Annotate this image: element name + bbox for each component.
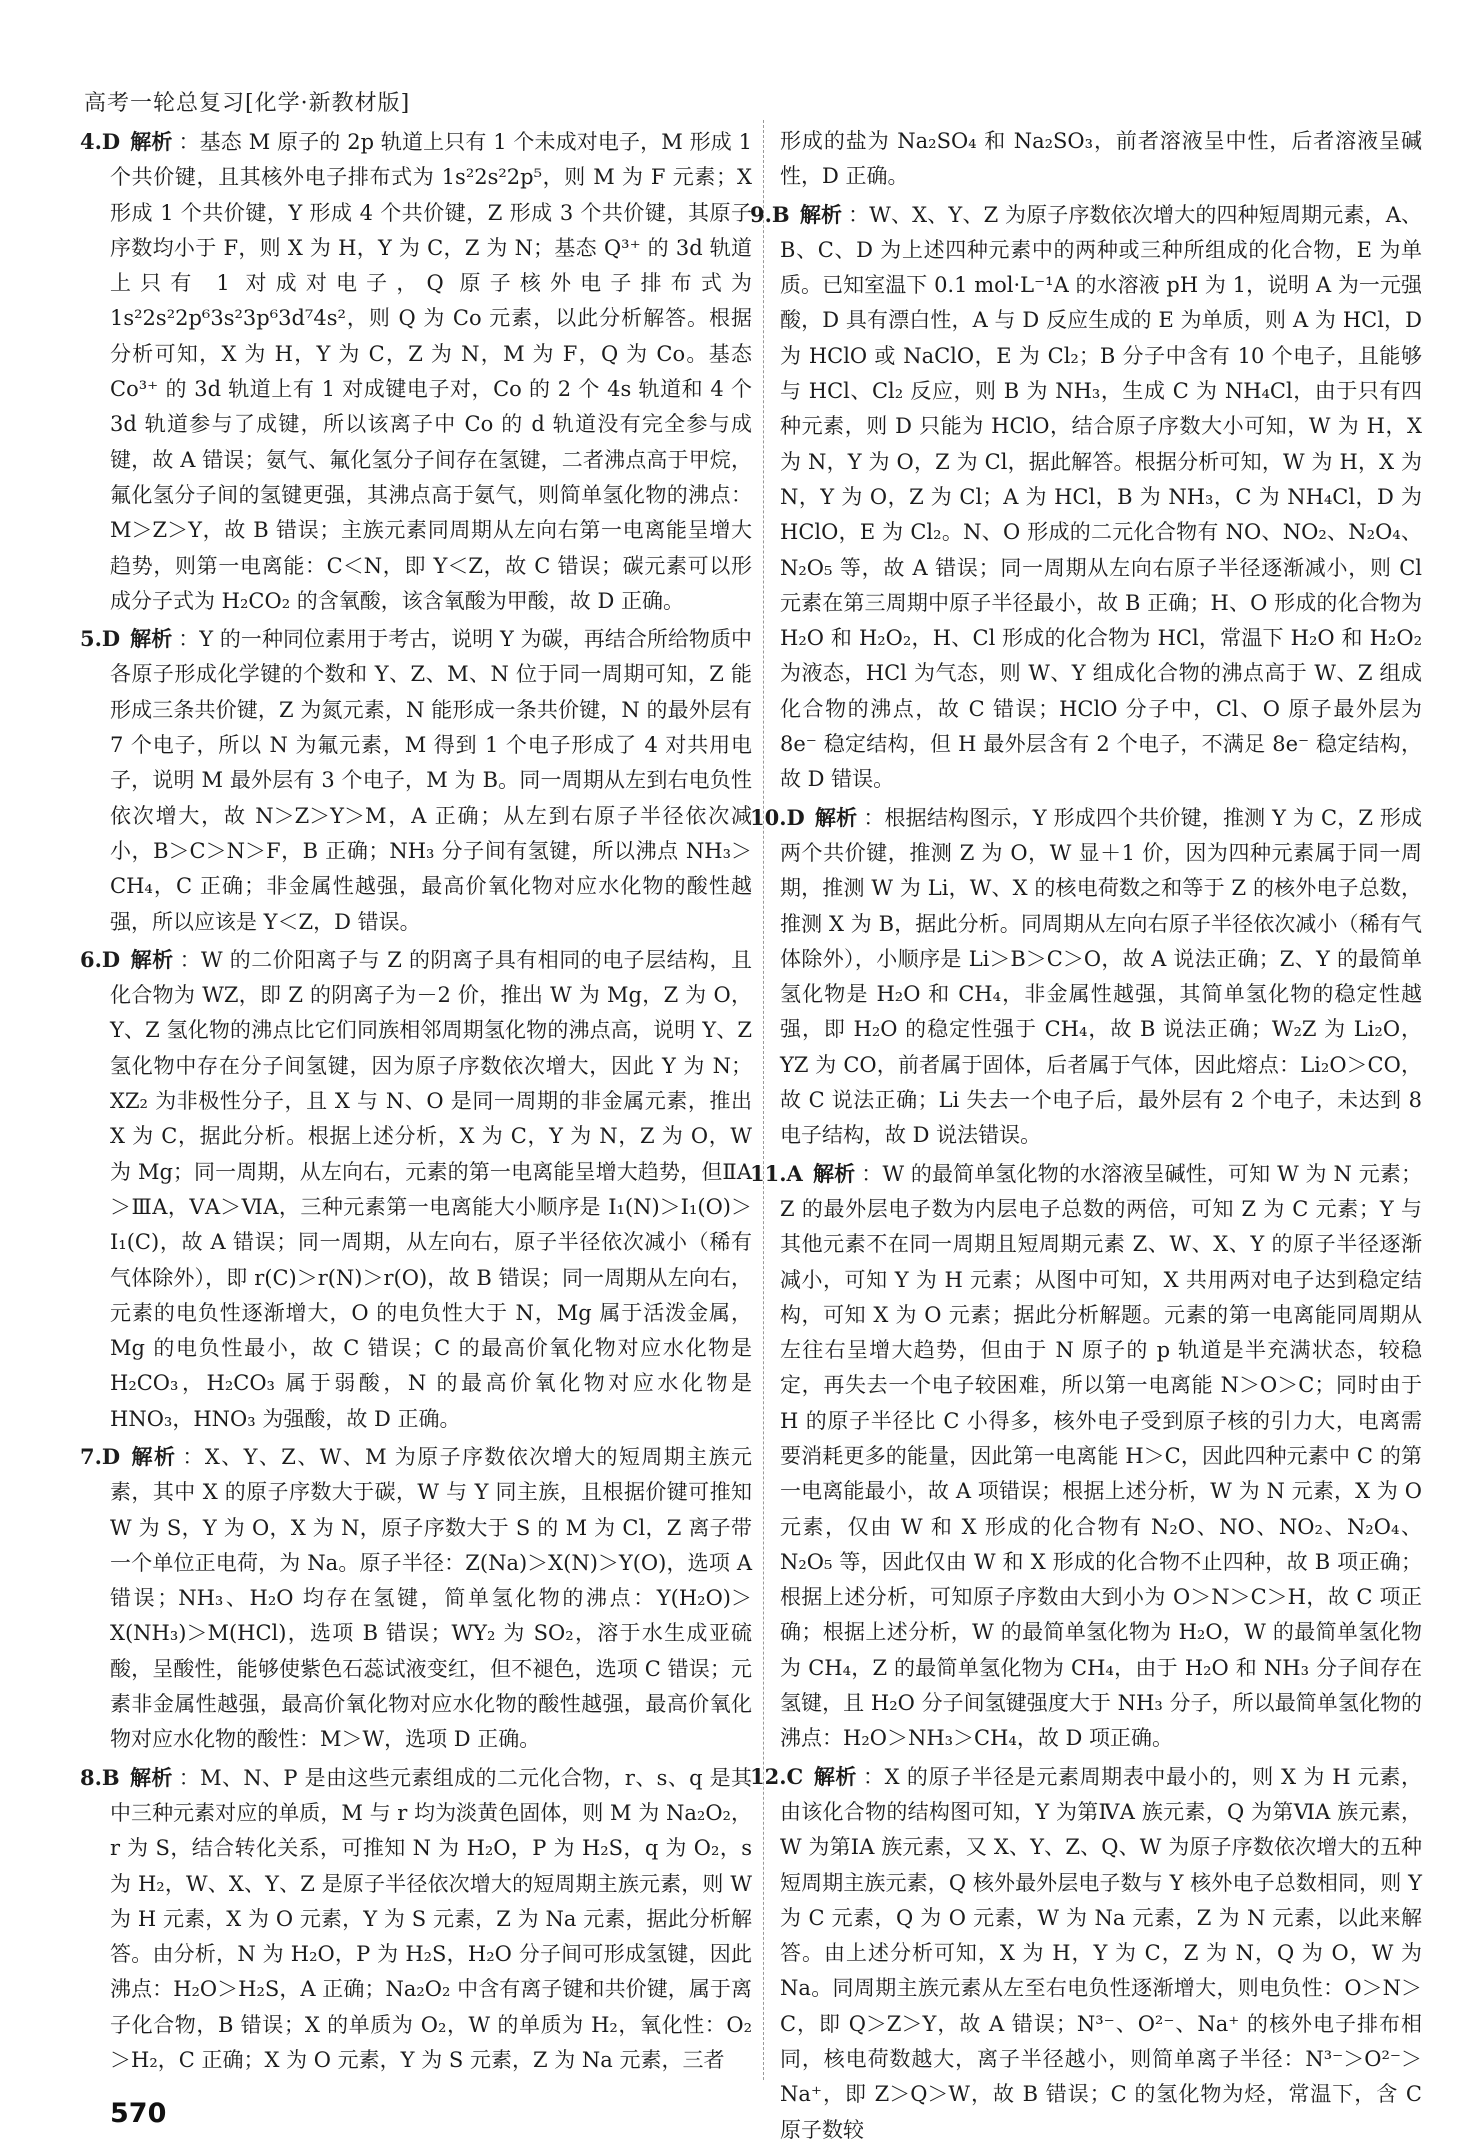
answer-item-11: 11.A 解析 ：W 的最简单氢化物的水溶液呈碱性，可知 W 为 N 元素；Z 的最外层电子数为内层电子总数的两倍，可知 Z 为 C 元素；Y 与其他元素不在同一周期且短周期元素 Z、W、X、Y 的原子半径逐渐减小，可知 Y 为 H 元素；从图中可知，X 共用两对电子达到稳定结构，可知 X 为 O 元素；据此分析解题。元素的第一电离能同周期从左往右呈增大趋势，但由于 N 原子的 p 轨道是半充满状态，较稳定，再失去一个电子较困难，所以第一电离能 N＞O＞C；同时由于 H 的原子半径比 C 小得多，核外电子受到原子核的引力大，电离需要消耗更多的能量，因此第一电离能 H＞C，因此四种元素中 C 的第一电离能最小，故 A 项错误；根据上述分析，W 为 N 元素，X 为 O 元素，仅由 W 和 X 形成的化合物有 N₂O、NO、NO₂、N₂O₄、N₂O₅ 等，因此仅由 W 和 X 形成的化合物不止四种，故 B 项正确；根据上述分析，可知原子序数由大到小为 O＞N＞C＞H，故 C 项正确；根据上述分析，W 的最简单氢化物为 H₂O，W 的最简单氢化物为 CH₄，Z 的最简单氢化物为 CH₄，由于 H₂O 和 NH₃ 分子间存在氢键，且 H₂O 分子间氢键强度大于 NH₃ 分子，所以最简单氢化物的沸点：H₂O＞NH₃＞CH₄，故 D 项正确。 bbox=[750, 1160, 1423, 1751]
answer-item-10: 10.D 解析 ：根据结构图示，Y 形成四个共价键，推测 Y 为 C，Z 形成两个共价键，推测 Z 为 O，W 显＋1 价，因为四种元素属于同一周期，推测 W 为 Li，W、X 的核电荷数之和等于 Z 的核外电子总数，推测 X 为 B，据此分析。同周期从左向右原子半径依次减小（稀有气体除外），小顺序是 Li＞B＞C＞O，故 A 说法正确；Z、Y 的最简单氢化物是 H₂O 和 CH₄，非金属性越强，其简单氢化物的稳定性越强，即 H₂O 的稳定性强于 CH₄，故 B 说法正确；W₂Z 为 Li₂O，YZ 为 CO，前者属于固体，后者属于气体，因此熔点：Li₂O＞CO，故 C 说法正确；Li 失去一个电子后，最外层有 2 个电子，未达到 8 电子结构，故 D 说法错误。 bbox=[750, 804, 1423, 1148]
answer-item-8: 8.B 解析 ：M、N、P 是由这些元素组成的二元化合物，r、s、q 是其中三种元素对应的单质，M 与 r 均为淡黄色固体，则 M 为 Na₂O₂，r 为 S，结合转化关系，可推知 N 为 H₂O，P 为 H₂S，q 为 O₂，s 为 H₂，W、X、Y、Z 是原子半径依次增大的短周期主族元素，则 W 为 H 元素，X 为 O 元素，Y 为 S 元素，Z 为 Na 元素，据此分析解答。由分析，N 为 H₂O，P 为 H₂S，H₂O 分子间可形成氢键，因此沸点：H₂O＞H₂S，A 正确；Na₂O₂ 中含有离子键和共价键，属于离子化合物，B 错误；X 的单质为 O₂，W 的单质为 H₂，氧化性：O₂＞H₂，C 正确；X 为 O 元素，Y 为 S 元素，Z 为 Na 元素，三者 bbox=[80, 1764, 753, 2073]
answer-item-12: 12.C 解析 ：X 的原子半径是元素周期表中最小的，则 X 为 H 元素，由该化合物的结构图可知，Y 为第ⅣA 族元素，Q 为第ⅥA 族元素，W 为第ⅠA 族元素，又 X、Y、Z、Q、W 为原子序数依次增大的五种短周期主族元素，Q 核外最外层电子数与 Y 核外电子总数相同，则 Y 为 C 元素，Q 为 O 元素，W 为 Na 元素，Z 为 N 元素，以此来解答。由上述分析可知，X 为 H，Y 为 C，Z 为 N，Q 为 O，W 为 Na。同周期主族元素从左至右电负性逐渐增大，则电负性：O＞N＞C，即 Q＞Z＞Y，故 A 错误；N³⁻、O²⁻、Na⁺ 的核外电子排布相同，核电荷数越大，离子半径越小，则简单离子半径：N³⁻＞O²⁻＞Na⁺，即 Z＞Q＞W，故 B 错误；C 的氢化物为烃，常温下，含 C 原子数较 bbox=[750, 1763, 1423, 2142]
answer-item-9: 9.B 解析 ：W、X、Y、Z 为原子序数依次增大的四种短周期元素，A、B、C、D 为上述四种元素中的两种或三种所组成的化合物，E 为单质。已知室温下 0.1 mol·L⁻¹A 的水溶液 pH 为 1，说明 A 为一元强酸，D 具有漂白性，A 与 D 反应生成的 E 为单质，则 A 为 HCl，D 为 HClO 或 NaClO，E 为 Cl₂；B 分子中含有 10 个电子，且能够与 HCl、Cl₂ 反应，则 B 为 NH₃，生成 C 为 NH₄Cl，由于只有四种元素，则 D 只能为 HClO，结合原子序数大小可知，W 为 H，X 为 N，Y 为 O，Z 为 Cl，据此解答。根据分析可知，W 为 H，X 为 N，Y 为 O，Z 为 Cl；A 为 HCl，B 为 NH₃，C 为 NH₄Cl，D 为 HClO，E 为 Cl₂。N、O 形成的二元化合物有 NO、NO₂、N₂O₄、N₂O₅ 等，故 A 错误；同一周期从左向右原子半径逐渐减小，则 Cl 元素在第三周期中原子半径最小，故 B 正确；H、O 形成的化合物为 H₂O 和 H₂O₂，H、Cl 形成的化合物为 HCl，常温下 H₂O 和 H₂O₂ 为液态，HCl 为气态，则 W、Y 组成化合物的沸点高于 W、Z 组成化合物的沸点，故 C 错误；HClO 分子中，Cl、O 原子最外层为 8e⁻ 稳定结构，但 H 最外层含有 2 个电子，不满足 8e⁻ 稳定结构，故 D 错误。 bbox=[750, 201, 1423, 792]
left-column bbox=[80, 124, 753, 2080]
page-number: 570 bbox=[110, 2098, 167, 2129]
answer-item-6: 6.D 解析 ：W 的二价阳离子与 Z 的阴离子具有相同的电子层结构，且化合物为 WZ，即 Z 的阴离子为－2 价，推出 W 为 Mg，Z 为 O，Y、Z 氢化物的沸点比它们同族相邻周期氢化物的沸点高，说明 Y、Z 氢化物中存在分子间氢键，因为原子序数依次增大，因此 Y 为 N；XZ₂ 为非极性分子，且 X 与 N、O 是同一周期的非金属元素，推出 X 为 C，据此分析。根据上述分析，X 为 C，Y 为 N，Z 为 O，W 为 Mg；同一周期，从左向右，元素的第一电离能呈增大趋势，但ⅡA＞ⅢA，ⅤA＞ⅥA，三种元素第一电离能大小顺序是 I₁(N)＞I₁(O)＞I₁(C)，故 A 错误；同一周期，从左向右，原子半径依次减小（稀有气体除外），即 r(C)＞r(N)＞r(O)，故 B 错误；同一周期从左向右，元素的电负性逐渐增大，O 的电负性大于 N，Mg 属于活泼金属，Mg 的电负性最小，故 C 错误；C 的最高价氧化物对应水化物是 H₂CO₃，H₂CO₃ 属于弱酸，N 的最高价氧化物对应水化物是 HNO₃，HNO₃ 为强酸，故 D 正确。 bbox=[80, 946, 753, 1431]
answer-item-5: 5.D 解析 ：Y 的一种同位素用于考古，说明 Y 为碳，再结合所给物质中各原子形成化学键的个数和 Y、Z、M、N 位于同一周期可知，Z 能形成三条共价键，Z 为氮元素，N 能形成一条共价键，N 的最外层有 7 个电子，所以 N 为氟元素，M 得到 1 个电子形成了 4 对共用电子，说明 M 最外层有 3 个电子，M 为 B。同一周期从左到右电负性依次增大，故 N＞Z＞Y＞M，A 正确；从左到右原子半径依次减小，B＞C＞N＞F，B 正确；NH₃ 分子间有氢键，所以沸点 NH₃＞CH₄，C 正确；非金属性越强，最高价氧化物对应水化物的酸性越强，所以应该是 Y＜Z，D 错误。 bbox=[80, 626, 752, 934]
answer-item-8-continued: 形成的盐为 Na₂SO₄ 和 Na₂SO₃，前者溶液呈中性，后者溶液呈碱性，D 正确。 bbox=[780, 129, 1422, 189]
running-header: 高考一轮总复习[化学·新教材版] bbox=[84, 91, 411, 116]
answer-item-7: 7.D 解析 ：X、Y、Z、W、M 为原子序数依次增大的短周期主族元素，其中 X 的原子序数大于碳，W 与 Y 同主族，且根据价键可推知 W 为 S，Y 为 O，X 为 N，原子序数大于 S 的 M 为 Cl，Z 离子带一个单位正电荷，为 Na。原子半径：Z(Na)＞X(N)＞Y(O)，选项 A 错误；NH₃、H₂O 均存在氢键，简单氢化物的沸点：Y(H₂O)＞X(NH₃)＞M(HCl)，选项 B 错误；WY₂ 为 SO₂，溶于水生成亚硫酸，呈酸性，能够使紫色石蕊试液变红，但不褪色，选项 C 错误；元素非金属性越强，最高价氧化物对应水化物的酸性越强，最高价氧化物对应水化物的酸性：M＞W，选项 D 正确。 bbox=[80, 1443, 753, 1752]
right-column bbox=[750, 124, 1423, 2150]
answer-item-4: 4.D 解析 ：基态 M 原子的 2p 轨道上只有 1 个未成对电子，M 形成 1 个共价键，且其核外电子排布式为 1s²2s²2p⁵，则 M 为 F 元素；X 形成 1 个共价键，Y 形成 4 个共价键，Z 形成 3 个共价键，其原子序数均小于 F，则 X 为 H，Y 为 C，Z 为 N；基态 Q³⁺ 的 3d 轨道上只有 1 对成对电子，Q 原子核外电子排布式为 1s²2s²2p⁶3s²3p⁶3d⁷4s²，则 Q 为 Co 元素，以此分析解答。根据分析可知，X 为 H，Y 为 C，Z 为 N，M 为 F，Q 为 Co。基态 Co³⁺ 的 3d 轨道上有 1 对成键电子对，Co 的 2 个 4s 轨道和 4 个 3d 轨道参与了成键，所以该离子中 Co 的 d 轨道没有完全参与成键，故 A 错误；氨气、氟化氢分子间存在氢键，二者沸点高于甲烷，氟化氢分子间的氢键更强，其沸点高于氨气，则简单氢化物的沸点：M＞Z＞Y，故 B 错误；主族元素同周期从左向右第一电离能呈增大趋势，则第一电离能：C＜N，即 Y＜Z，故 C 错误；碳元素可以形成分子式为 H₂CO₂ 的含氧酸，该含氧酸为甲酸，故 D 正确。 bbox=[80, 129, 753, 613]
